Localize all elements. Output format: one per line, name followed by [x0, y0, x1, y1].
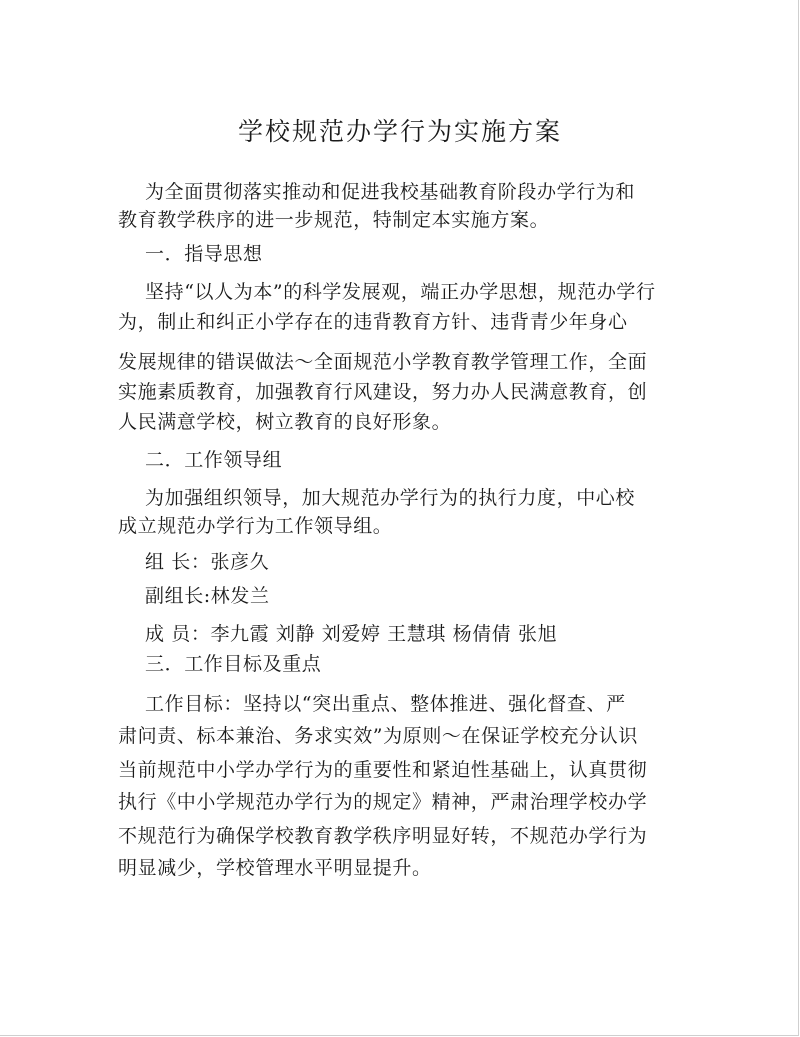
deputy-leader-line: 副组长:林发兰: [145, 585, 270, 607]
paragraph-line: 实施素质教育，加强教育行风建设，努力办人民满意教育，创: [118, 381, 648, 403]
section-heading: 二．工作领导组: [145, 449, 283, 471]
paragraph-line: 为加强组织领导，加大规范办学行为的执行力度，中心校: [145, 487, 636, 509]
members-line: 成 员：李九霞 刘静 刘爱婷 王慧琪 杨倩倩 张旭: [145, 623, 558, 645]
paragraph-line: 坚持“以人为本”的科学发展观，端正办学思想，规范办学行: [145, 281, 656, 303]
paragraph-line: 执行《中小学规范办学行为的规定》精神，严肃治理学校办学: [118, 791, 648, 813]
paragraph-line: 明显减少，学校管理水平明显提升。: [118, 857, 432, 879]
section-heading: 三．工作目标及重点: [145, 653, 322, 675]
paragraph-line: 不规范行为确保学校教育教学秩序明显好转，不规范办学行为: [118, 825, 648, 847]
section-heading: 一．指导思想: [145, 243, 263, 265]
paragraph-line: 教育教学秩序的进一步规范，特制定本实施方案。: [118, 209, 550, 231]
paragraph-line: 人民满意学校，树立教育的良好形象。: [118, 411, 452, 433]
group-leader-line: 组 长：张彦久: [145, 551, 270, 573]
paragraph-line: 为，制止和纠正小学存在的违背教育方针、违背青少年身心: [118, 311, 628, 333]
paragraph-line: 肃问责、标本兼治、务求实效”为原则～在保证学校充分认识: [118, 725, 638, 747]
paragraph-line: 发展规律的错误做法～全面规范小学教育教学管理工作，全面: [118, 351, 648, 373]
paragraph-line: 当前规范中小学办学行为的重要性和紧迫性基础上，认真贯彻: [118, 759, 648, 781]
document-title: 学校规范办学行为实施方案: [237, 117, 562, 146]
paragraph-line: 为全面贯彻落实推动和促进我校基础教育阶段办学行为和: [145, 181, 636, 203]
paragraph-line: 工作目标：坚持以“突出重点、整体推进、强化督查、严: [145, 693, 626, 715]
paragraph-line: 成立规范办学行为工作领导组。: [118, 515, 393, 537]
